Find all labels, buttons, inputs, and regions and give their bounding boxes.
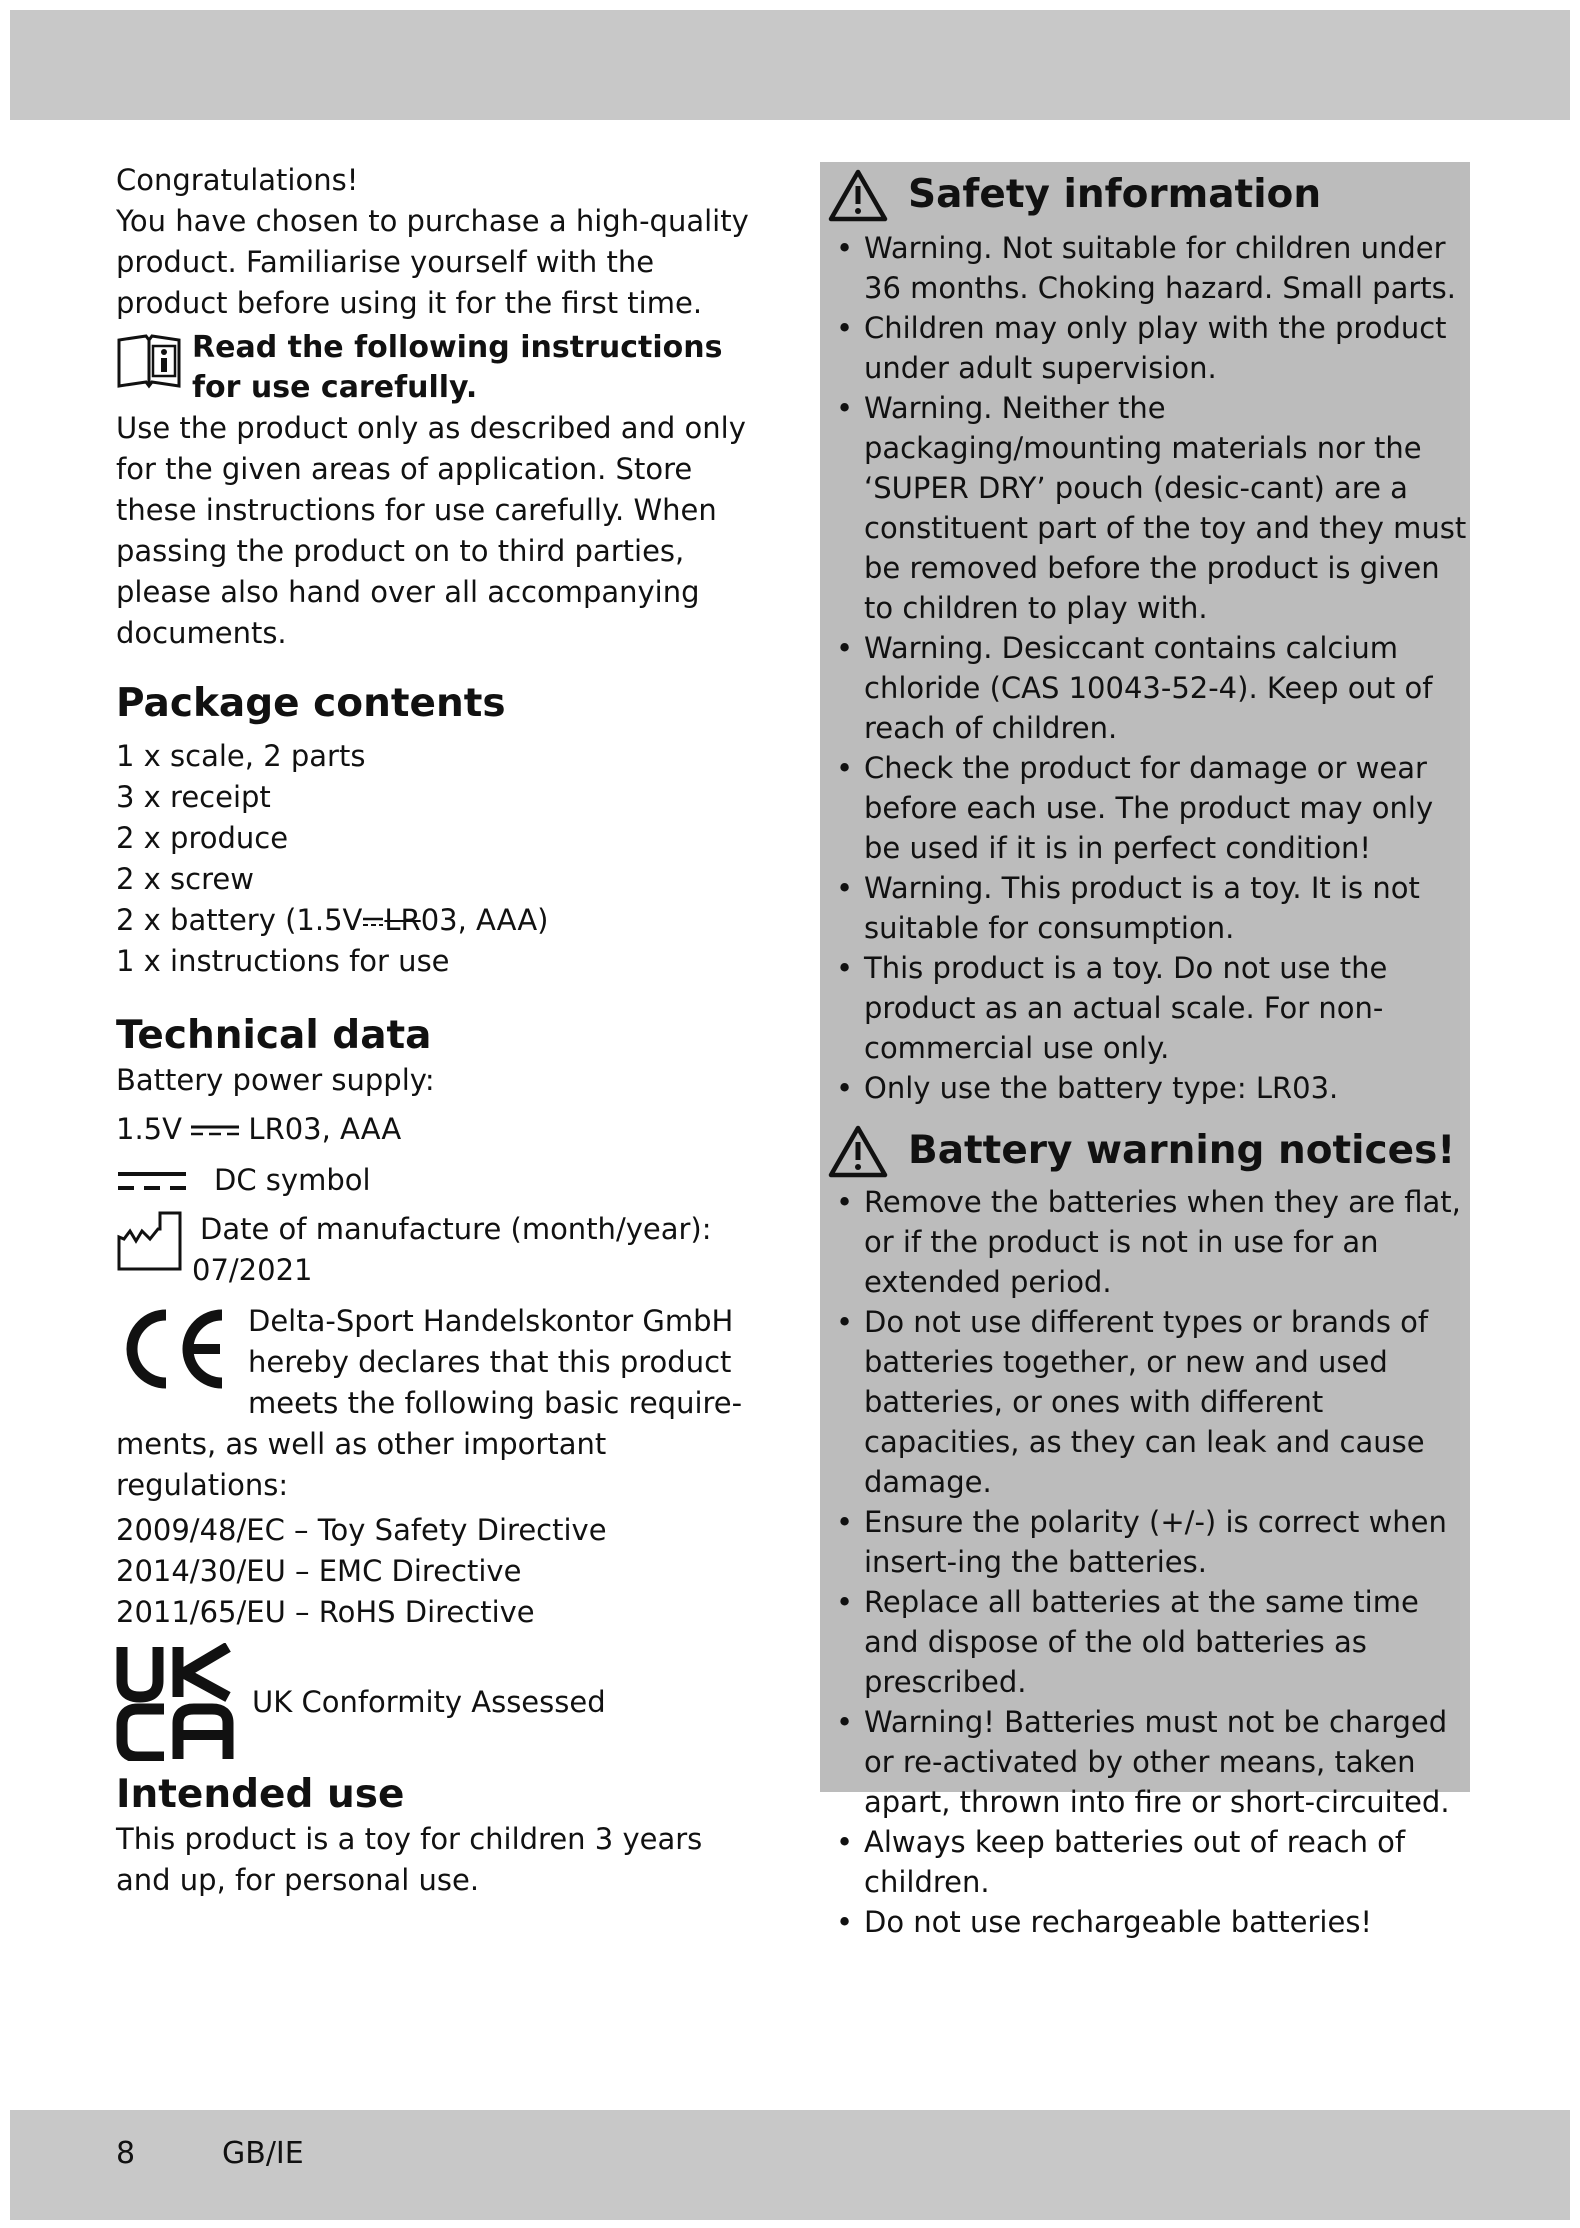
safety-item: • Children may only play with the product under adult supervision. [828, 308, 1468, 388]
dc-symbol-row [116, 1160, 756, 1201]
voltage-value: 1.5V [116, 1112, 182, 1146]
package-item: 3 x receipt [116, 780, 271, 814]
intended-use-title: Intended use [116, 1772, 405, 1817]
safety-title: Safety information [908, 172, 1322, 217]
package-item: 1 x instructions for use [116, 944, 450, 978]
manufacture-date-value: 07/2021 [192, 1253, 313, 1287]
package-contents-title: Package contents [116, 681, 506, 726]
ukca-row [116, 1643, 756, 1761]
battery-warning-item: • Do not use rechargeable batteries! [828, 1902, 1468, 1942]
battery-warning-item: • Warning! Batteries must not be charged or re-activated by other means, taken apart, thrown into fire or short-circuited. [828, 1702, 1468, 1822]
right-column [828, 168, 1468, 1942]
battery-warning-item: • Always keep batteries out of reach of children. [828, 1822, 1468, 1902]
package-list [116, 736, 756, 982]
read-instructions-heading: Read the following instructions for use carefully. [192, 330, 723, 405]
safety-heading [828, 168, 1468, 222]
package-item-battery [116, 900, 756, 941]
page-number: 8 [116, 2136, 136, 2171]
dc-symbol-icon [362, 913, 384, 931]
dc-symbol-large-icon [116, 1166, 188, 1196]
directive-item: 2009/48/EC – Toy Safety Directive [116, 1513, 607, 1547]
dc-symbol-inline-icon [191, 1123, 239, 1139]
battery-item-text: 2 x battery (1.5V [116, 903, 363, 937]
header-band [10, 10, 1570, 120]
read-instructions-row [116, 328, 756, 408]
safety-item: • This product is a toy. Do not use the product as an actual scale. For non-commercial use only. [828, 948, 1468, 1068]
ce-mark-icon [116, 1301, 236, 1397]
battery-type: LR03, AAA [248, 1112, 402, 1146]
battery-warning-item: • Do not use different types or brands of batteries together, or new and used batteries, or ones with different capacities, as they can leak and cause damage. [828, 1302, 1468, 1502]
ce-text: Delta-Sport Handelskontor GmbH hereby declares that this product meets the following basic require- [248, 1304, 743, 1420]
ce-declaration [116, 1301, 756, 1424]
manufacture-date-label: Date of manufacture (month/year): [200, 1212, 712, 1246]
battery-item-suffix: 03, AAA) [420, 903, 549, 937]
battery-heading [828, 1124, 1468, 1178]
technical-data-title: Technical data [116, 1013, 432, 1058]
warning-triangle-icon [828, 1124, 888, 1178]
intro-usage: Use the product only as described and only for the given areas of application. Store these instructions for use carefully. When passing the product on to third parties, please also hand over all accompanying documents. [116, 411, 746, 650]
safety-item: • Warning. Not suitable for children under 36 months. Choking hazard. Small parts. [828, 228, 1468, 308]
battery-warning-item: • Remove the batteries when they are flat, or if the product is not in use for an extended period. [828, 1182, 1468, 1302]
battery-warning-title: Battery warning notices! [908, 1128, 1456, 1173]
directive-item: 2014/30/EU – EMC Directive [116, 1554, 522, 1588]
ukca-label: UK Conformity Assessed [252, 1684, 606, 1719]
battery-symbol-text: LR [384, 903, 421, 937]
directive-item: 2011/65/EU – RoHS Directive [116, 1595, 535, 1629]
intro-text: You have chosen to purchase a high-quality product. Familiarise yourself with the product before using it for the first time. [116, 204, 749, 320]
intro-congrats: Congratulations! [116, 163, 359, 197]
supply-label: Battery power supply: [116, 1063, 435, 1097]
package-item: 2 x produce [116, 821, 289, 855]
factory-icon [116, 1209, 184, 1273]
manufacture-date-row [116, 1209, 756, 1291]
battery-warning-list [828, 1182, 1468, 1942]
safety-item: • Only use the battery type: LR03. [828, 1068, 1468, 1108]
ce-text-continued: ments, as well as other important regulations: [116, 1427, 607, 1502]
left-column [116, 160, 756, 1901]
dc-symbol-label: DC symbol [214, 1163, 371, 1197]
directive-list [116, 1510, 756, 1633]
battery-warning-item: • Replace all batteries at the same time and dispose of the old batteries as prescribed. [828, 1582, 1468, 1702]
intended-use-text: This product is a toy for children 3 years and up, for personal use. [116, 1822, 703, 1897]
manufacture-date-block [192, 1209, 712, 1291]
package-item: 2 x screw [116, 862, 254, 896]
safety-item: • Check the product for damage or wear before each use. The product may only be used if it is in perfect condition! [828, 748, 1468, 868]
warning-triangle-icon [828, 168, 888, 222]
read-manual-icon [116, 332, 182, 390]
safety-list [828, 228, 1468, 1108]
battery-warning-item: • Ensure the polarity (+/-) is correct when insert-ing the batteries. [828, 1502, 1468, 1582]
safety-item: • Warning. This product is a toy. It is not suitable for consumption. [828, 868, 1468, 948]
safety-item: • Warning. Desiccant contains calcium chloride (CAS 10043-52-4). Keep out of reach of children. [828, 628, 1468, 748]
region-code: GB/IE [222, 2136, 304, 2171]
package-item: 1 x scale, 2 parts [116, 739, 366, 773]
voltage-line [116, 1109, 756, 1150]
ukca-mark-icon [116, 1643, 236, 1761]
safety-item: • Warning. Neither the packaging/mounting materials nor the ‘SUPER DRY’ pouch (desic-cant) are a constituent part of the toy and they must be removed before the product is given to children to play with. [828, 388, 1468, 628]
